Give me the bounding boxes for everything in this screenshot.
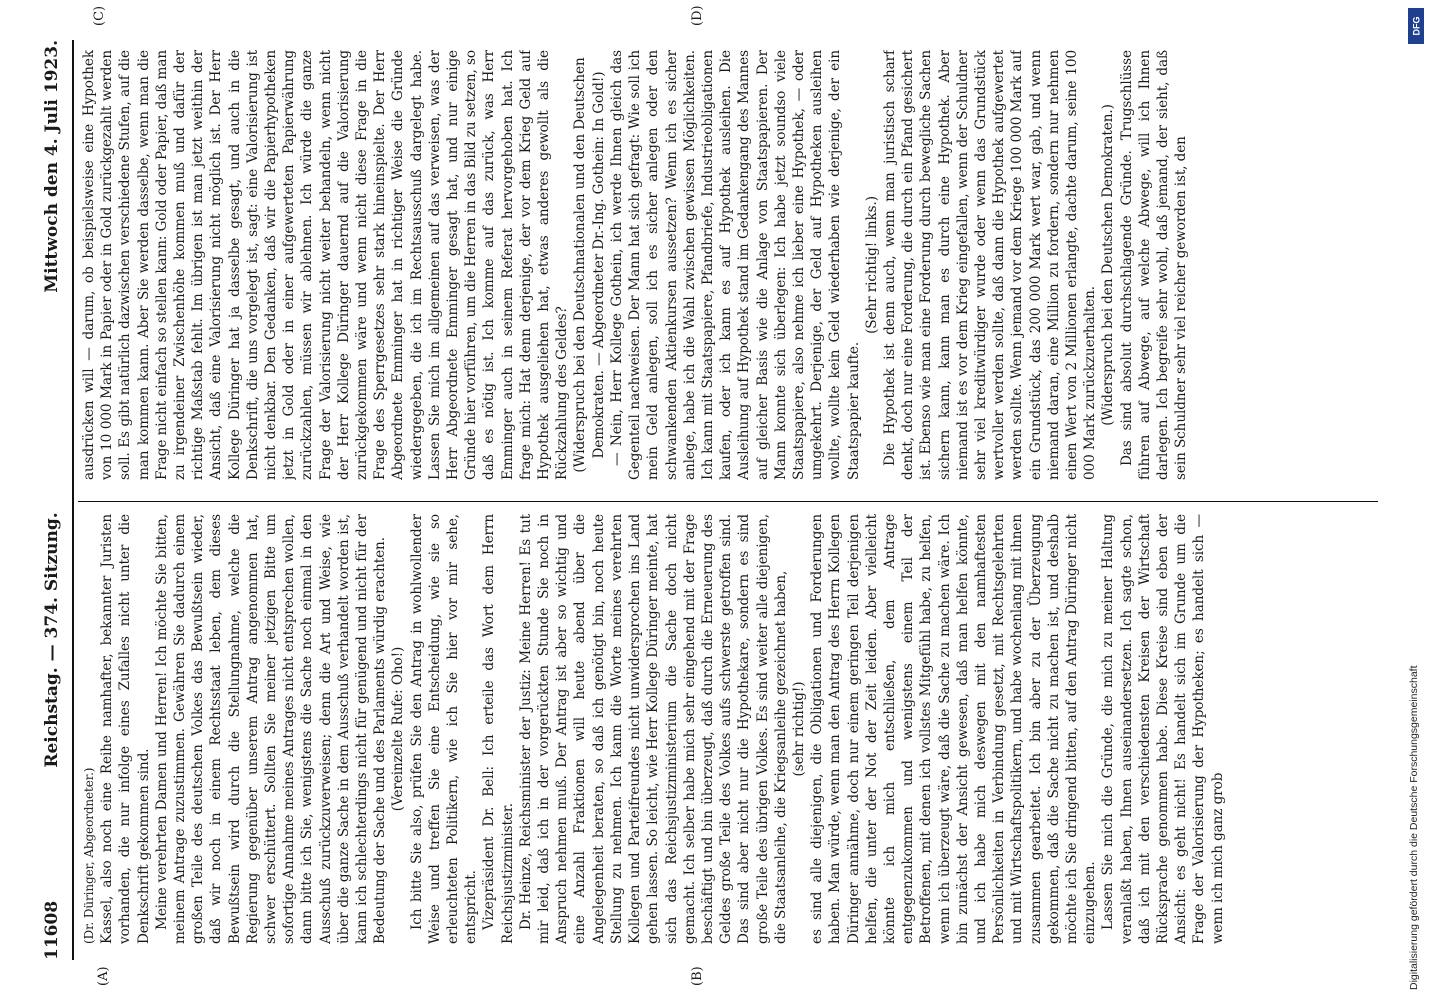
- digitization-notice: Digitalisierung gefördert durch die Deutsche Forschungsgemeinschaft: [1408, 665, 1420, 990]
- paragraph: Meine verehrten Damen und Herren! Ich möchte Sie bitten, meinem Antrage zuzustimmen. Gewähren Sie dadurch einem großen Teile des deutschen Volkes das Bewußtsein wieder, daß wir noch in einem Rechtsstaat leben, dem dieses Bewußtsein wird durch die Stellungnahme, welche die Regierung gegenüber unserem Antrag angenommen hat, schwer erschüttert. Sollten Sie meiner jetzigen Bitte um sofortige Annahme meines Antrages nicht entsprechen wollen, dann bitte ich Sie, wenigstens die Sache noch einmal in den Ausschuß zurückzuverweisen; denn die Art und Weise, wie über die ganze Sache in dem Ausschuß verhandelt worden ist, kann ich schlechterdings nicht für genügend und nicht für der Bedeutung der Sache und des Parlaments würdig erachten.: [153, 514, 389, 944]
- session-title: Reichstag. — 374. Sitzung.: [42, 512, 62, 768]
- interjection: (Sehr richtig! links.): [863, 196, 880, 334]
- interjection: (Vereinzelte Rufe: Oho!): [390, 646, 407, 812]
- paragraph: es sind alle diejenigen, die Obligationen und Forderungen haben. Man würde, wenn man den Antrag des Herrn Kollegen Düringer annähme, doch nur einem geringen Teil derjenigen helfen, die unter der Not der Zeit leiden. Aber vielleicht könnte ich mich entschließen, dem Antrage entgegenzukommen und wenigstens einem Teil der Betroffenen, mit denen ich vollstes Mitgefühl habe, zu helfen, wenn ich überzeugt wäre, daß die Sache zu machen wäre. Ich bin zunächst der Ansicht gewesen, daß man helfen könnte, und ich habe mich deswegen mit den namhaftesten Persönlichkeiten in Verbindung gesetzt, mit Rechtsgelehrten und mit Wirtschaftspolitikern, und habe wochenlang mit ihnen zusammen gearbeitet. Ich bin aber zu der Überzeugung gekommen, daß die Sache nicht zu machen ist, und deshalb möchte ich Sie dringend bitten, auf den Antrag Düringer nicht einzugehen.: [809, 514, 1099, 944]
- paragraph: ausdrücken will — darum, ob beispielsweise eine Hypothek von 10 000 Mark in Papier oder in Gold zurückgezahlt werden soll. Es gibt natürlich dazwischen verschiedene Stufen, auf die man kommen kann. Aber Sie werden dasselbe, wenn man die Frage nicht einfach so stellen kann: Gold oder Papier, daß man zu irgendeiner Zwischenhöhe kommen muß und dafür der richtige Maßstab fehlt. Im übrigen ist man jetzt weithin der Ansicht, daß eine Valorisierung nicht möglich ist. Der Herr Kollege Düringer hat ja dasselbe gesagt, und auch in die Denkschrift, die uns vorgelegt ist, sagt: eine Valorisierung ist nicht denkbar. Den Gedanken, daß wir die Papierhypotheken jetzt in Gold oder in einer aufgewerteten Papierwährung zurückzahlen, müssen wir ablehnen. Ich würde die ganze Frage der Valorisierung nicht weiter behandeln, wenn nicht der Herr Kollege Düringer dauernd auf die Valorisierung zurückgekommen wäre und wenn nicht diese Frage in die Frage des Sperrgesetzes sehr stark hineinspielte. Der Herr Abgeordnete Emminger hat in richtiger Weise die Gründe wiedergegeben, die ich im Rechtsausschuß dargelegt habe. Lassen Sie mich im allgemeinen auf das verweisen, was der Herr Abgeordnete Emminger gesagt hat, und nur einige Gründe hier vorführen, um die Herren in das Bild zu setzen, so daß es nötig ist. Ich komme auf das zurück, was Herr Emminger auch in seinem Referat hervorgehoben hat. Ich frage mich: Hat denn derjenige, der vor dem Krieg Geld auf Hypothek ausgeliehen hat, etwas anderes gewollt als die Rückzahlung des Geldes?: [81, 50, 571, 480]
- interjection: (Widerspruch bei den Deutschen Demokraten.): [1100, 104, 1117, 426]
- interjection: (Widerspruch bei den Deutschnationalen und den Deutschen Demokraten. — Abgeordneter Dr.-Ing. Gothein: In Gold!): [572, 57, 607, 473]
- page-header: [42, 40, 68, 960]
- session-date: Mittwoch den 4. Juli 1923.: [42, 40, 62, 293]
- dfg-logo: DFG: [1408, 8, 1424, 44]
- interjection: (sehr richtig!): [790, 681, 807, 777]
- margin-marker-d: (D): [690, 5, 705, 26]
- paragraph: Die Hypothek ist denn auch, wenn man juristisch scharf denkt, doch nur eine Forderung, die durch ein Pfand gesichert ist. Ebenso wie man eine Forderung durch bewegliche Sachen sichern kann, kann man es durch eine Hypothek. Aber niemand ist es vor dem Krieg eingefallen, wenn der Schuldner sehr viel kreditwürdiger wurde oder wenn das Grundstück wertvoller werden sollte, daß dann die Hypothek aufgewertet werden sollte. Wenn jemand vor dem Kriege 100 000 Mark auf ein Grundstück, das 200 000 Mark wert war, gab, und wenn niemand daran, eine Million zu fordern, sondern nur nehmen einen Wert von 2 Millionen erlangte, dachte darum, seine 100 000 Mark zurückzuerhalten.: [881, 50, 1099, 480]
- margin-marker-a: (A): [96, 966, 111, 986]
- paragraph: Das sind absolut durchschlagende Gründe. Trugschlüsse führen auf Abwege, auf welche Abwege, will ich Ihnen darlegen. Ich begreife sehr wohl, daß jemand, der sieht, daß sein Schuldner sehr viel reicher geworden ist, den: [1118, 50, 1190, 480]
- left-column: [80, 514, 1380, 944]
- header-rule: [72, 40, 74, 960]
- page-number: 11608: [42, 900, 62, 960]
- paragraph: Lassen Sie mich die Gründe, die mich zu meiner Haltung veranlaßt haben, Ihnen auseinandersetzen. Ich sagte schon, daß ich mit den verschiedensten Kreisen der Wirtschaft Rücksprache genommen habe. Diese Kreise sind eben der Ansicht: es geht nicht! Es handelt sich im Grunde um die Frage der Valorisierung der Hypotheken; es handelt sich — wenn ich mich ganz grob: [1100, 514, 1226, 944]
- speaker-note: (Dr. Düringer, Abgeordneter.): [82, 767, 96, 944]
- right-column: [80, 50, 1380, 480]
- margin-marker-b: (B): [690, 966, 705, 986]
- paragraph: Dr. Heinze, Reichsminister der Justiz: Meine Herren! Es tut mir leid, daß ich in der vorgerückten Stunde Sie noch in Anspruch nehmen muß. Der Antrag ist aber so wichtig und eine Anzahl Fraktionen will heute abend über die Angelegenheit beraten, so daß ich genötigt bin, noch heute Stellung zu nehmen. Ich kann die Worte meines verehrten Kollegen und Parteifreundes nicht unwidersprochen ins Land gehen lassen. So leicht, wie Herr Kollege Düringer meinte, hat sich das Reichsjustizministerium die Sache doch nicht gemacht. Ich selber habe mich sehr eingehend mit der Frage beschäftigt und bin überzeugt, daß durch die Erneuerung des Geldes große Teile des Volkes aufs schwerste getroffen sind. Das sind aber nicht nur die Hypothekare, sondern es sind große Teile des übrigen Volkes. Es sind weiter alle diejenigen, die Staatsanleihe, die Kriegsanleihe gezeichnet haben,: [517, 514, 789, 944]
- margin-marker-c: (C): [92, 5, 107, 26]
- column-divider: [78, 501, 1378, 502]
- paragraph: Kassel, also noch eine Reihe namhafter, bekannter Juristen vorhanden, die nur infolge eines Zufalles nicht unter die Denkschrift gekommen sind.: [99, 514, 152, 944]
- paragraph: Vizepräsident Dr. Bell: Ich erteile das Wort dem Herrn Reichsjustizminister.: [481, 514, 516, 944]
- paragraph: — Nein, Herr Kollege Gothein, ich werde Ihnen gleich das Gegenteil nachweisen. Der Mann hat sich gefragt: Wie soll ich mein Geld anlegen, soll ich es sicher anlegen oder den schwankenden Aktienkursen aussetzen? Wenn ich es sicher anlege, habe ich die Wahl zwischen gewissen Möglichkeiten. Ich kann mit Staatspapiere, Pfandbriefe, Industrieobligationen kaufen, oder ich kann es auf Hypothek ausleihen. Die Ausleihung auf Hypothek stand im Gedankengang des Mannes auf gleicher Basis wie die Anlage von Staatspapieren. Der Mann konnte sich überlegen: Ich habe jetzt soundso viele Staatspapiere, also nehme ich lieber eine Hypothek, — oder umgekehrt. Derjenige, der Geld auf Hypotheken ausleihen wollte, wollte kein Geld wiederhaben wie derjenige, der ein Staatspapier kaufte.: [608, 50, 862, 480]
- paragraph: Ich bitte Sie also, prüfen Sie den Antrag in wohlwollender Weise und treffen Sie eine Entscheidung, wie sie so erleuchteten Politikern, wie ich Sie hier vor mir sehe, entspricht.: [408, 514, 480, 944]
